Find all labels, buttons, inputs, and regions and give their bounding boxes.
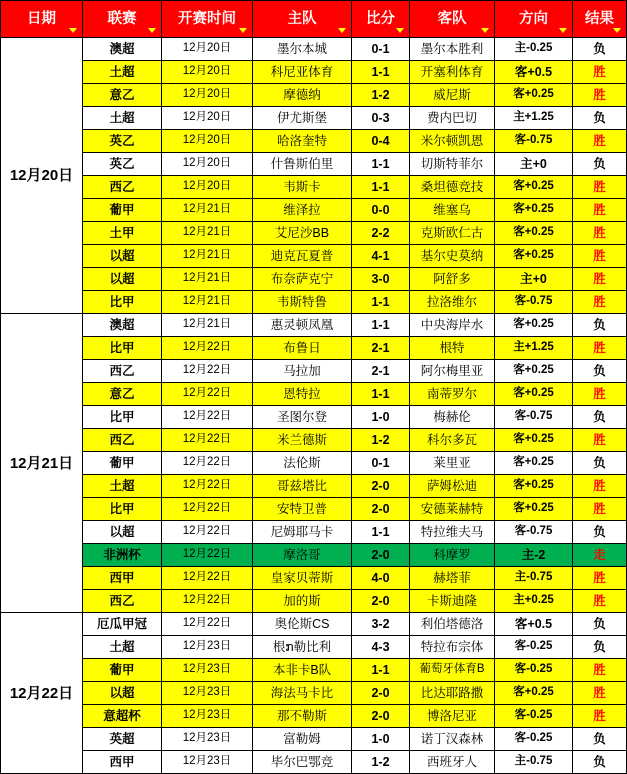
direction-cell: 客-0.25	[495, 636, 573, 659]
table-row[interactable]	[1, 291, 627, 314]
score-cell: 2-2	[352, 222, 410, 245]
kickoff-cell: 12月22日	[162, 429, 253, 452]
away-team-cell: 比达耶路撒	[410, 682, 495, 705]
score-cell: 1-1	[352, 176, 410, 199]
league-cell: 澳超	[83, 314, 162, 337]
result-cell: 负	[573, 360, 627, 383]
home-team-cell: 法伦斯	[253, 452, 352, 475]
result-cell: 胜	[573, 682, 627, 705]
score-cell: 0-0	[352, 199, 410, 222]
result-cell: 胜	[573, 176, 627, 199]
kickoff-cell: 12月22日	[162, 567, 253, 590]
result-cell: 负	[573, 452, 627, 475]
away-team-cell: 萨姆松迪	[410, 475, 495, 498]
league-cell: 土超	[83, 475, 162, 498]
table-row[interactable]	[1, 406, 627, 429]
kickoff-cell: 12月20日	[162, 107, 253, 130]
home-team-cell: 哈洛奎特	[253, 130, 352, 153]
col-league-label: 联赛	[107, 10, 137, 27]
home-team-cell: 布鲁日	[253, 337, 352, 360]
table-row[interactable]	[1, 107, 627, 130]
away-team-cell: 科尔多瓦	[410, 429, 495, 452]
table-row[interactable]	[1, 659, 627, 682]
table-row[interactable]	[1, 705, 627, 728]
away-team-cell: 赫塔菲	[410, 567, 495, 590]
direction-cell: 客+0.25	[495, 84, 573, 107]
away-team-cell: 墨尔本胜利	[410, 38, 495, 61]
league-cell: 非洲杯	[83, 544, 162, 567]
away-team-cell: 米尔顿凯恩	[410, 130, 495, 153]
table-row[interactable]	[1, 38, 627, 61]
score-cell: 0-4	[352, 130, 410, 153]
league-cell: 意乙	[83, 383, 162, 406]
score-cell: 1-1	[352, 521, 410, 544]
home-team-cell: 伊尤斯堡	[253, 107, 352, 130]
league-cell: 西乙	[83, 360, 162, 383]
direction-cell: 客+0.25	[495, 452, 573, 475]
away-team-cell: 南蒂罗尔	[410, 383, 495, 406]
score-cell: 1-2	[352, 429, 410, 452]
result-cell: 负	[573, 636, 627, 659]
home-team-cell: 墨尔本城	[253, 38, 352, 61]
score-cell: 1-1	[352, 314, 410, 337]
kickoff-cell: 12月21日	[162, 245, 253, 268]
kickoff-cell: 12月20日	[162, 153, 253, 176]
home-team-cell: 维泽拉	[253, 199, 352, 222]
league-cell: 以超	[83, 682, 162, 705]
table-row[interactable]	[1, 245, 627, 268]
col-home-label: 主队	[287, 10, 317, 27]
table-row[interactable]	[1, 199, 627, 222]
table-row[interactable]	[1, 222, 627, 245]
away-team-cell: 切斯特菲尔	[410, 153, 495, 176]
direction-cell: 客-0.25	[495, 728, 573, 751]
home-team-cell: 皇家贝蒂斯	[253, 567, 352, 590]
filter-triangle-icon[interactable]	[239, 28, 247, 33]
kickoff-cell: 12月22日	[162, 475, 253, 498]
league-cell: 葡甲	[83, 199, 162, 222]
direction-cell: 客+0.25	[495, 475, 573, 498]
league-cell: 西甲	[83, 567, 162, 590]
col-direction-label: 方向	[519, 10, 548, 27]
date-group-cell: 12月21日	[1, 314, 83, 613]
col-score[interactable]	[352, 1, 410, 38]
direction-cell: 客+0.25	[495, 429, 573, 452]
table-row[interactable]	[1, 429, 627, 452]
table-body	[1, 38, 627, 774]
table-row[interactable]	[1, 360, 627, 383]
table-row[interactable]	[1, 337, 627, 360]
direction-cell: 主-0.75	[495, 567, 573, 590]
table-row[interactable]	[1, 383, 627, 406]
away-team-cell: 根特	[410, 337, 495, 360]
kickoff-cell: 12月22日	[162, 383, 253, 406]
col-away-label: 客队	[437, 10, 467, 27]
table-row[interactable]	[1, 613, 627, 636]
away-team-cell: 莱里亚	[410, 452, 495, 475]
filter-triangle-icon[interactable]	[69, 28, 77, 33]
direction-cell: 主+0.25	[495, 590, 573, 613]
league-cell: 比甲	[83, 337, 162, 360]
table-row[interactable]	[1, 268, 627, 291]
result-cell: 胜	[573, 429, 627, 452]
away-team-cell: 桑坦德竞技	[410, 176, 495, 199]
result-cell: 负	[573, 406, 627, 429]
result-cell: 走	[573, 544, 627, 567]
direction-cell: 主+1.25	[495, 337, 573, 360]
away-team-cell: 阿尔梅里亚	[410, 360, 495, 383]
col-direction[interactable]	[495, 1, 573, 38]
home-team-cell: 尼姆耶马卡	[253, 521, 352, 544]
score-cell: 2-0	[352, 682, 410, 705]
col-score-label: 比分	[366, 10, 395, 27]
home-team-cell: 米兰德斯	[253, 429, 352, 452]
table-row[interactable]	[1, 475, 627, 498]
kickoff-cell: 12月23日	[162, 705, 253, 728]
result-cell: 胜	[573, 61, 627, 84]
away-team-cell: 克斯欧仁古	[410, 222, 495, 245]
result-cell: 负	[573, 153, 627, 176]
col-kickoff[interactable]	[162, 1, 253, 38]
filter-triangle-icon[interactable]	[613, 28, 621, 33]
home-team-cell: 奥伦斯CS	[253, 613, 352, 636]
direction-cell: 主+1.25	[495, 107, 573, 130]
kickoff-cell: 12月20日	[162, 130, 253, 153]
away-team-cell: 维塞乌	[410, 199, 495, 222]
away-team-cell: 西班牙人	[410, 751, 495, 774]
league-cell: 以超	[83, 521, 162, 544]
score-cell: 2-1	[352, 360, 410, 383]
col-kickoff-label: 开赛时间	[178, 10, 236, 27]
score-cell: 3-2	[352, 613, 410, 636]
table-row[interactable]	[1, 84, 627, 107]
kickoff-cell: 12月21日	[162, 199, 253, 222]
league-cell: 以超	[83, 268, 162, 291]
score-cell: 1-1	[352, 383, 410, 406]
home-team-cell: 布奈萨克宁	[253, 268, 352, 291]
score-cell: 1-2	[352, 84, 410, 107]
away-team-cell: 特拉维夫马	[410, 521, 495, 544]
score-cell: 2-0	[352, 590, 410, 613]
direction-cell: 客+0.25	[495, 360, 573, 383]
score-cell: 3-0	[352, 268, 410, 291]
league-cell: 西乙	[83, 429, 162, 452]
score-cell: 2-0	[352, 498, 410, 521]
col-home[interactable]	[253, 1, 352, 38]
score-cell: 1-1	[352, 61, 410, 84]
score-cell: 1-1	[352, 153, 410, 176]
score-cell: 1-0	[352, 406, 410, 429]
col-result[interactable]	[573, 1, 627, 38]
kickoff-cell: 12月22日	[162, 360, 253, 383]
league-cell: 葡甲	[83, 659, 162, 682]
direction-cell: 客+0.25	[495, 498, 573, 521]
direction-cell: 客+0.25	[495, 199, 573, 222]
table-row[interactable]	[1, 590, 627, 613]
score-cell: 4-3	[352, 636, 410, 659]
home-team-cell: 马拉加	[253, 360, 352, 383]
home-team-cell: 那不勒斯	[253, 705, 352, 728]
league-cell: 比甲	[83, 291, 162, 314]
direction-cell: 主-0.25	[495, 38, 573, 61]
result-cell: 胜	[573, 84, 627, 107]
direction-cell: 客-0.75	[495, 291, 573, 314]
home-team-cell: 恩特拉	[253, 383, 352, 406]
result-cell: 胜	[573, 567, 627, 590]
filter-triangle-icon[interactable]	[396, 28, 404, 33]
table-row[interactable]	[1, 751, 627, 774]
league-cell: 土甲	[83, 222, 162, 245]
score-cell: 0-1	[352, 452, 410, 475]
league-cell: 西乙	[83, 590, 162, 613]
direction-cell: 客-0.25	[495, 705, 573, 728]
league-cell: 葡甲	[83, 452, 162, 475]
result-cell: 胜	[573, 222, 627, 245]
kickoff-cell: 12月22日	[162, 337, 253, 360]
result-cell: 胜	[573, 130, 627, 153]
kickoff-cell: 12月22日	[162, 406, 253, 429]
result-cell: 胜	[573, 199, 627, 222]
result-cell: 胜	[573, 475, 627, 498]
kickoff-cell: 12月22日	[162, 613, 253, 636]
result-cell: 负	[573, 728, 627, 751]
filter-triangle-icon[interactable]	[338, 28, 346, 33]
kickoff-cell: 12月22日	[162, 498, 253, 521]
away-team-cell: 中央海岸水	[410, 314, 495, 337]
direction-cell: 客-0.25	[495, 659, 573, 682]
score-cell: 2-0	[352, 475, 410, 498]
table-row[interactable]	[1, 521, 627, 544]
table-row[interactable]	[1, 498, 627, 521]
col-result-label: 结果	[585, 10, 614, 27]
result-cell: 胜	[573, 659, 627, 682]
home-team-cell: 科尼亚体育	[253, 61, 352, 84]
direction-cell: 客-0.75	[495, 130, 573, 153]
result-cell: 胜	[573, 590, 627, 613]
score-cell: 0-1	[352, 38, 410, 61]
league-cell: 澳超	[83, 38, 162, 61]
filter-triangle-icon[interactable]	[481, 28, 489, 33]
result-cell: 负	[573, 107, 627, 130]
kickoff-cell: 12月20日	[162, 84, 253, 107]
score-cell: 0-3	[352, 107, 410, 130]
table-row[interactable]	[1, 130, 627, 153]
date-group-cell: 12月20日	[1, 38, 83, 314]
home-team-cell: 摩德纳	[253, 84, 352, 107]
home-team-cell: 韦斯卡	[253, 176, 352, 199]
score-cell: 1-1	[352, 659, 410, 682]
home-team-cell: 海法马卡比	[253, 682, 352, 705]
result-cell: 胜	[573, 705, 627, 728]
table-row[interactable]	[1, 636, 627, 659]
home-team-cell: 本非卡B队	[253, 659, 352, 682]
away-team-cell: 博洛尼亚	[410, 705, 495, 728]
away-team-cell: 科摩罗	[410, 544, 495, 567]
table-row[interactable]	[1, 314, 627, 337]
league-cell: 以超	[83, 245, 162, 268]
kickoff-cell: 12月23日	[162, 636, 253, 659]
kickoff-cell: 12月21日	[162, 291, 253, 314]
league-cell: 土超	[83, 107, 162, 130]
table-row[interactable]	[1, 452, 627, 475]
away-team-cell: 利伯塔德洛	[410, 613, 495, 636]
result-cell: 负	[573, 521, 627, 544]
score-cell: 1-0	[352, 728, 410, 751]
score-cell: 2-1	[352, 337, 410, 360]
direction-cell: 客+0.25	[495, 314, 573, 337]
kickoff-cell: 12月20日	[162, 176, 253, 199]
score-cell: 4-0	[352, 567, 410, 590]
result-cell: 胜	[573, 291, 627, 314]
home-team-cell: 富勒姆	[253, 728, 352, 751]
direction-cell: 主+0	[495, 153, 573, 176]
kickoff-cell: 12月20日	[162, 61, 253, 84]
away-team-cell: 开塞利体育	[410, 61, 495, 84]
direction-cell: 主+0	[495, 268, 573, 291]
home-team-cell: 加的斯	[253, 590, 352, 613]
col-league[interactable]	[83, 1, 162, 38]
away-team-cell: 威尼斯	[410, 84, 495, 107]
home-team-cell: 惠灵顿凤凰	[253, 314, 352, 337]
col-away[interactable]	[410, 1, 495, 38]
away-team-cell: 卡斯迪隆	[410, 590, 495, 613]
home-team-cell: 哥兹塔比	[253, 475, 352, 498]
score-cell: 2-0	[352, 705, 410, 728]
direction-cell: 客+0.25	[495, 245, 573, 268]
result-cell: 负	[573, 38, 627, 61]
kickoff-cell: 12月22日	[162, 590, 253, 613]
direction-cell: 主-0.75	[495, 751, 573, 774]
away-team-cell: 拉洛维尔	[410, 291, 495, 314]
home-team-cell: 韦斯特鲁	[253, 291, 352, 314]
league-cell: 土超	[83, 636, 162, 659]
date-group-cell: 12月22日	[1, 613, 83, 774]
league-cell: 英乙	[83, 130, 162, 153]
kickoff-cell: 12月23日	[162, 728, 253, 751]
away-team-cell: 梅赫伦	[410, 406, 495, 429]
filter-triangle-icon[interactable]	[148, 28, 156, 33]
kickoff-cell: 12月21日	[162, 314, 253, 337]
kickoff-cell: 12月21日	[162, 222, 253, 245]
direction-cell: 客-0.75	[495, 521, 573, 544]
league-cell: 比甲	[83, 498, 162, 521]
table-row[interactable]	[1, 682, 627, 705]
result-cell: 胜	[573, 268, 627, 291]
league-cell: 厄瓜甲冠	[83, 613, 162, 636]
home-team-cell: 圣图尔登	[253, 406, 352, 429]
away-team-cell: 费内巴切	[410, 107, 495, 130]
league-cell: 英超	[83, 728, 162, 751]
away-team-cell: 诺丁汉森林	[410, 728, 495, 751]
col-date[interactable]	[1, 1, 83, 38]
result-cell: 负	[573, 751, 627, 774]
score-cell: 1-2	[352, 751, 410, 774]
table-row[interactable]	[1, 728, 627, 751]
kickoff-cell: 12月23日	[162, 682, 253, 705]
home-team-cell: 安特卫普	[253, 498, 352, 521]
table-row[interactable]	[1, 544, 627, 567]
league-cell: 意超杯	[83, 705, 162, 728]
score-cell: 1-1	[352, 291, 410, 314]
result-cell: 胜	[573, 337, 627, 360]
direction-cell: 客+0.5	[495, 613, 573, 636]
kickoff-cell: 12月20日	[162, 38, 253, 61]
league-cell: 英乙	[83, 153, 162, 176]
league-cell: 西甲	[83, 751, 162, 774]
away-team-cell: 安德莱赫特	[410, 498, 495, 521]
table-row[interactable]	[1, 176, 627, 199]
result-cell: 胜	[573, 383, 627, 406]
league-cell: 西乙	[83, 176, 162, 199]
result-cell: 胜	[573, 498, 627, 521]
home-team-cell: 摩洛哥	[253, 544, 352, 567]
score-cell: 4-1	[352, 245, 410, 268]
home-team-cell: 毕尔巴鄂竞	[253, 751, 352, 774]
kickoff-cell: 12月21日	[162, 268, 253, 291]
result-cell: 负	[573, 314, 627, 337]
table-row[interactable]	[1, 567, 627, 590]
home-team-cell: 根ກ勒比利	[253, 636, 352, 659]
direction-cell: 客+0.25	[495, 222, 573, 245]
direction-cell: 主-2	[495, 544, 573, 567]
direction-cell: 客+0.25	[495, 682, 573, 705]
away-team-cell: 阿舒多	[410, 268, 495, 291]
kickoff-cell: 12月23日	[162, 659, 253, 682]
direction-cell: 客+0.25	[495, 176, 573, 199]
table-header-row	[1, 1, 627, 38]
kickoff-cell: 12月22日	[162, 452, 253, 475]
table-row[interactable]	[1, 153, 627, 176]
league-cell: 意乙	[83, 84, 162, 107]
kickoff-cell: 12月22日	[162, 544, 253, 567]
direction-cell: 客-0.75	[495, 406, 573, 429]
league-cell: 土超	[83, 61, 162, 84]
direction-cell: 客+0.5	[495, 61, 573, 84]
away-team-cell: 特拉布宗体	[410, 636, 495, 659]
away-team-cell: 葡萄牙体育B	[410, 659, 495, 682]
col-date-label: 日期	[27, 10, 56, 27]
filter-triangle-icon[interactable]	[559, 28, 567, 33]
score-cell: 2-0	[352, 544, 410, 567]
home-team-cell: 迪克瓦夏普	[253, 245, 352, 268]
kickoff-cell: 12月23日	[162, 751, 253, 774]
home-team-cell: 什鲁斯伯里	[253, 153, 352, 176]
home-team-cell: 艾尼沙BB	[253, 222, 352, 245]
direction-cell: 客+0.25	[495, 383, 573, 406]
result-cell: 负	[573, 613, 627, 636]
kickoff-cell: 12月22日	[162, 521, 253, 544]
away-team-cell: 基尔史莫纳	[410, 245, 495, 268]
league-cell: 比甲	[83, 406, 162, 429]
result-cell: 胜	[573, 245, 627, 268]
table-row[interactable]	[1, 61, 627, 84]
